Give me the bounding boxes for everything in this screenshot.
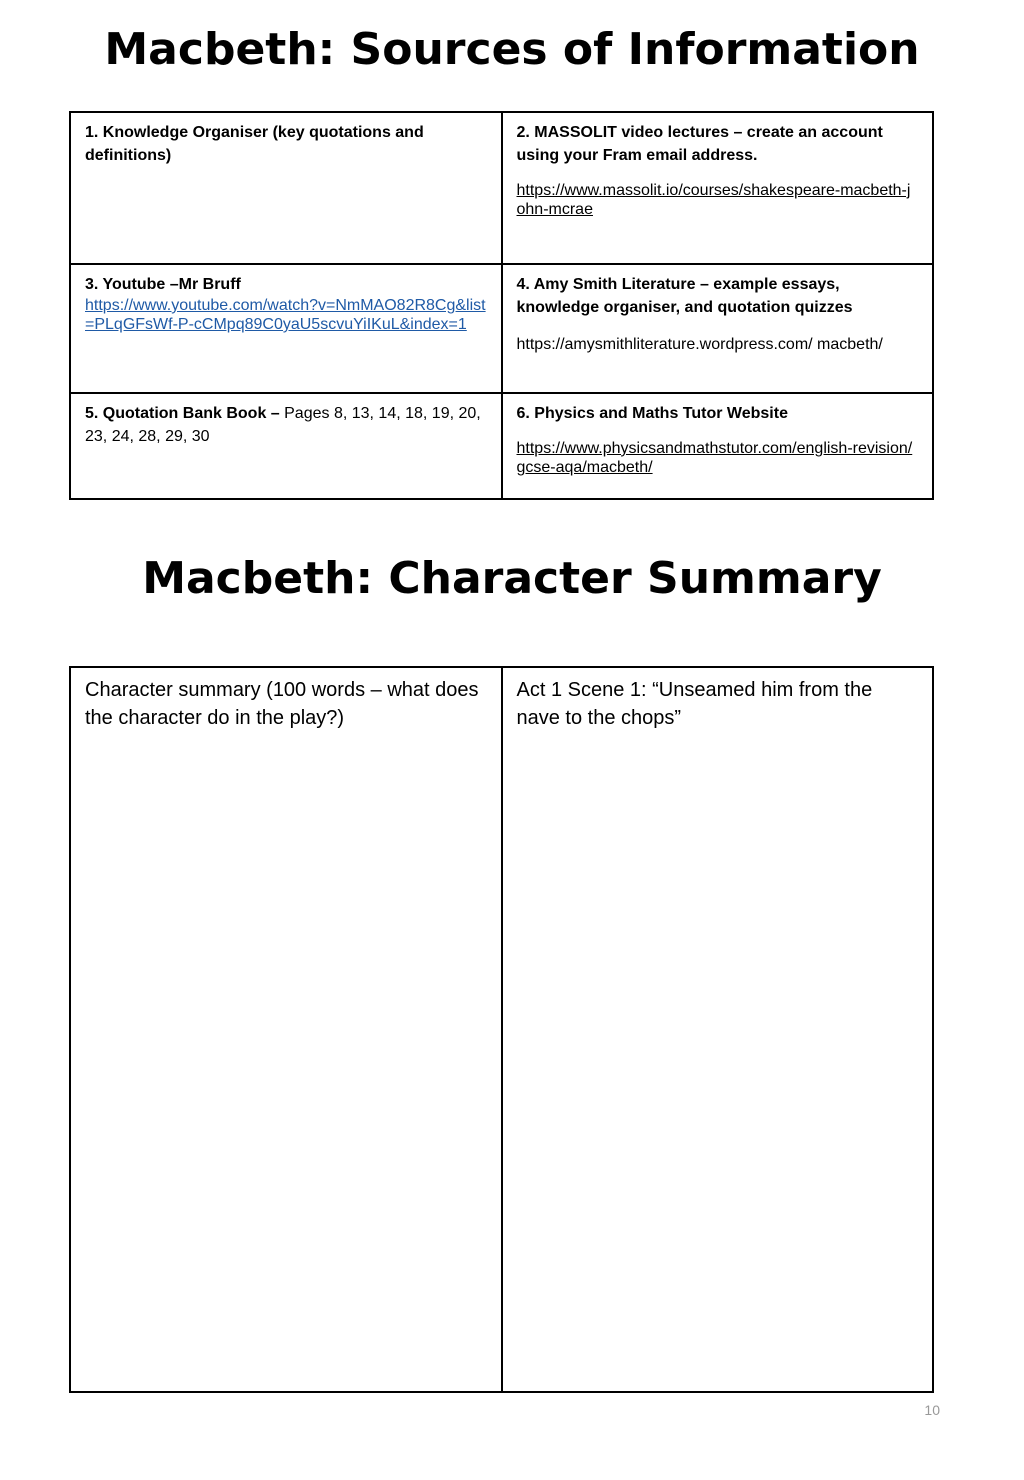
source-heading: 6. Physics and Maths Tutor Website <box>516 405 788 422</box>
massolit-link[interactable]: https://www.massolit.io/courses/shakespeare-macbeth-john-mcrae <box>516 182 911 218</box>
table-row <box>70 667 933 1392</box>
source-cell-5 <box>70 393 502 499</box>
source-cell-1 <box>70 112 502 264</box>
source-heading: 3. Youtube –Mr Bruff <box>85 276 241 293</box>
quotation-pages-text: Pages 8, 13, 14, 18, 19, 20, 23, 24, 28, 29, 30 <box>85 405 481 445</box>
source-cell-6 <box>502 393 934 499</box>
table-row <box>70 112 933 264</box>
physics-maths-tutor-link[interactable]: https://www.physicsandmathstutor.com/english-revision/gcse-aqa/macbeth/ <box>516 440 913 476</box>
page-number: 10 <box>924 1402 940 1418</box>
summary-table <box>69 666 934 1393</box>
character-summary-prompt: Character summary (100 words – what does the character do in the play?) <box>85 679 479 729</box>
source-heading: 1. Knowledge Organiser (key quotations and definitions) <box>85 124 424 164</box>
source-cell-4 <box>502 264 934 393</box>
sources-table <box>69 111 934 500</box>
source-cell-3 <box>70 264 502 393</box>
quotation-cell[interactable] <box>502 667 934 1392</box>
amy-smith-url-text: https://amysmithliterature.wordpress.com/ macbeth/ <box>516 336 883 353</box>
sources-title: Macbeth: Sources of Information <box>104 24 920 75</box>
table-row <box>70 393 933 499</box>
source-cell-2 <box>502 112 934 264</box>
quotation-prompt: Act 1 Scene 1: “Unseamed him from the nave to the chops” <box>516 679 873 729</box>
source-heading: 4. Amy Smith Literature – example essays, knowledge organiser, and quotation quizzes <box>516 276 853 316</box>
table-row <box>70 264 933 393</box>
youtube-link[interactable]: https://www.youtube.com/watch?v=NmMAO82R8Cg&list=PLqGFsWf-P-cCMpq89C0yaU5scvuYiIKuL&index=1 <box>85 297 486 333</box>
source-heading: 5. Quotation Bank Book – <box>85 405 280 422</box>
source-heading: 2. MASSOLIT video lectures – create an account using your Fram email address. <box>516 124 883 164</box>
summary-title: Macbeth: Character Summary <box>142 553 882 604</box>
character-summary-cell[interactable] <box>70 667 502 1392</box>
